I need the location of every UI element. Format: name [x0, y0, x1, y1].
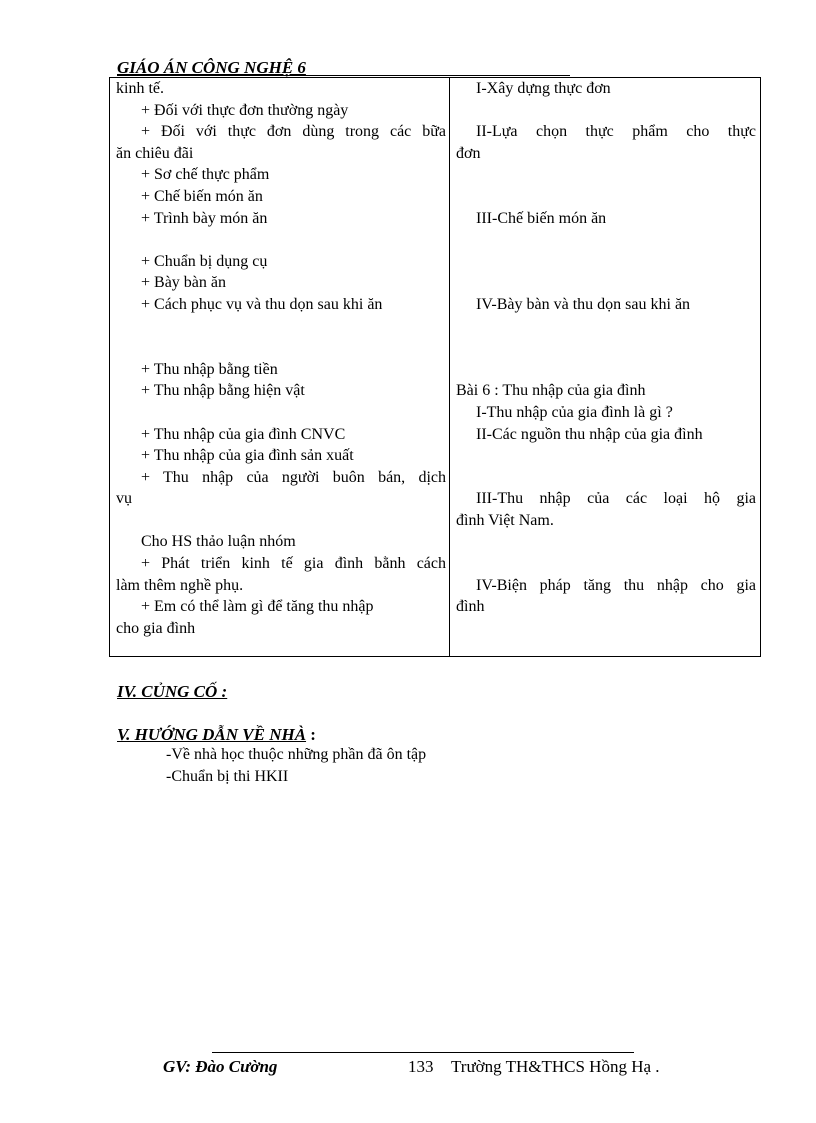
table-line	[456, 186, 756, 208]
table-left-column	[116, 78, 446, 639]
table-line: + Thu nhập của gia đình CNVC	[141, 425, 346, 443]
table-line: + Sơ chế thực phẩm	[141, 166, 270, 184]
table-line: IV-Bày bàn và thu dọn sau khi ăn	[476, 295, 691, 313]
table-line	[456, 272, 756, 294]
table-line: Cho HS thảo luận nhóm	[141, 533, 296, 551]
table-line: I-Xây dựng thực đơn	[476, 80, 611, 97]
table-line: kinh tế.	[116, 80, 164, 97]
homework-item: -Chuẩn bị thi HKII	[166, 768, 289, 785]
section-consolidation-title: IV. CỦNG CỐ :	[117, 682, 228, 701]
table-line	[456, 164, 756, 186]
table-line: + Thu nhập của gia đình sản xuất	[141, 447, 354, 465]
table-line	[456, 337, 756, 359]
header-rule	[117, 75, 570, 76]
table-line: III-Thu nhập của các loại hộ gia	[476, 490, 756, 508]
table-line: + Chế biến món ăn	[141, 187, 263, 205]
table-line	[456, 100, 756, 122]
table-line: cho gia đình	[116, 619, 196, 637]
table-line	[456, 445, 756, 467]
table-line: ăn chiêu đãi	[116, 144, 194, 162]
table-line: đình	[456, 598, 485, 616]
section-homework-title: V. HƯỚNG DẪN VỀ NHÀ	[117, 725, 307, 744]
table-line: làm thêm nghề phụ.	[116, 576, 244, 594]
table-line: IV-Biện pháp tăng thu nhập cho gia	[476, 576, 756, 594]
table-line	[456, 531, 756, 553]
footer-rule	[212, 1052, 634, 1053]
table-column-divider	[449, 77, 450, 657]
table-line: + Đối với thực đơn thường ngày	[141, 101, 349, 119]
table-line	[456, 467, 756, 489]
table-line	[456, 316, 756, 338]
table-line: II-Các nguồn thu nhập của gia đình	[476, 425, 703, 443]
table-right-column	[456, 78, 756, 618]
table-line	[456, 229, 756, 251]
page-header-title: GIÁO ÁN CÔNG NGHỆ 6	[117, 58, 306, 77]
footer-page-number: 133	[408, 1057, 434, 1076]
footer-school: Trường TH&THCS Hồng Hạ .	[451, 1057, 660, 1076]
table-line: + Thu nhập của người buôn bán, dịch	[141, 468, 446, 486]
table-line: I-Thu nhập của gia đình là gì ?	[476, 403, 673, 421]
table-line: III-Chế biến món ăn	[476, 209, 607, 227]
table-line	[116, 510, 446, 532]
table-line	[456, 251, 756, 273]
table-line: + Cách phục vụ và thu dọn sau khi ăn	[141, 295, 383, 313]
table-line	[116, 316, 446, 338]
table-line: + Em có thể làm gì để tăng thu nhập	[141, 598, 374, 616]
table-line: II-Lựa chọn thực phẩm cho thực	[476, 123, 756, 141]
table-line: vụ	[116, 490, 132, 508]
table-line: + Phát triển kinh tế gia đình bằnh cách	[141, 555, 446, 573]
homework-item: -Về nhà học thuộc những phần đã ôn tập	[166, 746, 427, 763]
lesson-heading: Bài 6 : Thu nhập của gia đình	[456, 382, 646, 400]
table-line: + Thu nhập bằng hiện vật	[141, 382, 305, 400]
table-line	[456, 359, 756, 381]
table-line	[116, 402, 446, 424]
table-line: + Đối với thực đơn dùng trong các bữa	[141, 123, 446, 141]
table-line: + Thu nhập bằng tiền	[141, 360, 278, 378]
section-homework-heading	[117, 725, 316, 745]
table-line: + Chuẩn bị dụng cụ	[141, 252, 268, 270]
table-line	[116, 229, 446, 251]
footer-teacher: GV: Đào Cường	[163, 1057, 278, 1076]
table-line: + Bày bàn ăn	[141, 274, 226, 292]
table-line	[456, 553, 756, 575]
table-line	[116, 337, 446, 359]
table-line: + Trình bày món ăn	[141, 209, 268, 227]
table-line: đình Việt Nam.	[456, 511, 554, 529]
section-homework-colon: :	[310, 725, 316, 744]
table-line: đơn	[456, 144, 481, 162]
